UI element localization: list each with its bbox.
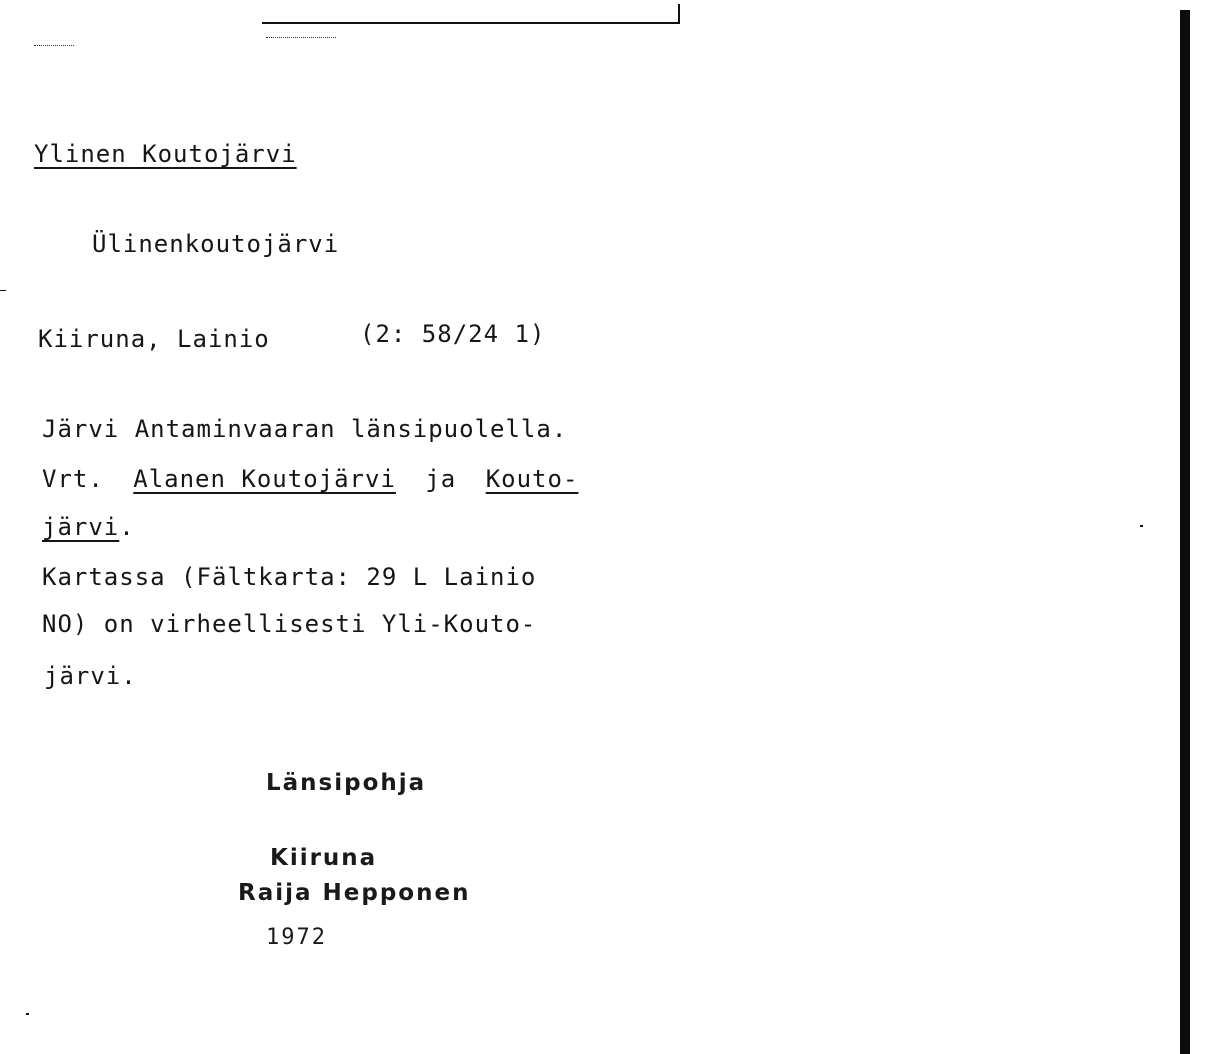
description-line-2 [42,465,578,493]
description-line-4: Kartassa (Fältkarta: 29 L Lainio [42,563,537,591]
reference-alanen-koutojarvi: Alanen Koutojärvi [133,465,396,493]
margin-speck-bottom [26,1013,29,1015]
reference-koutojarvi-part1: Kouto- [485,465,579,493]
period: . [119,513,135,541]
top-edge-tick [678,4,680,24]
entry-title: Ylinen Koutojärvi [34,140,297,168]
stamp-municipality: Kiiruna [270,845,378,871]
description-line-5: NO) on virheellisesti Yli-Kouto- [42,610,537,638]
stamp-region: Länsipohja [266,770,427,796]
stamp-year: 1972 [266,925,327,950]
compare-prefix: Vrt. [42,465,104,493]
top-dotted-mark [34,45,74,46]
stamp-collector: Raija Hepponen [238,880,471,906]
conjunction: ja [425,465,457,493]
margin-speck-left [0,290,6,291]
variant-name: Ülinenkoutojärvi [92,230,340,258]
right-card-edge [1180,10,1190,1054]
reference-koutojarvi-part2: järvi [42,513,120,541]
top-edge-line [262,22,680,24]
top-dotted-mark-2 [266,37,336,38]
margin-speck-right [1140,525,1143,527]
description-line-3 [42,513,135,541]
description-line-1: Järvi Antaminvaaran länsipuolella. [42,415,568,443]
location: Kiiruna, Lainio [38,325,270,353]
description-line-6: järvi. [44,662,137,690]
map-reference: (2: 58/24 1) [360,320,546,348]
